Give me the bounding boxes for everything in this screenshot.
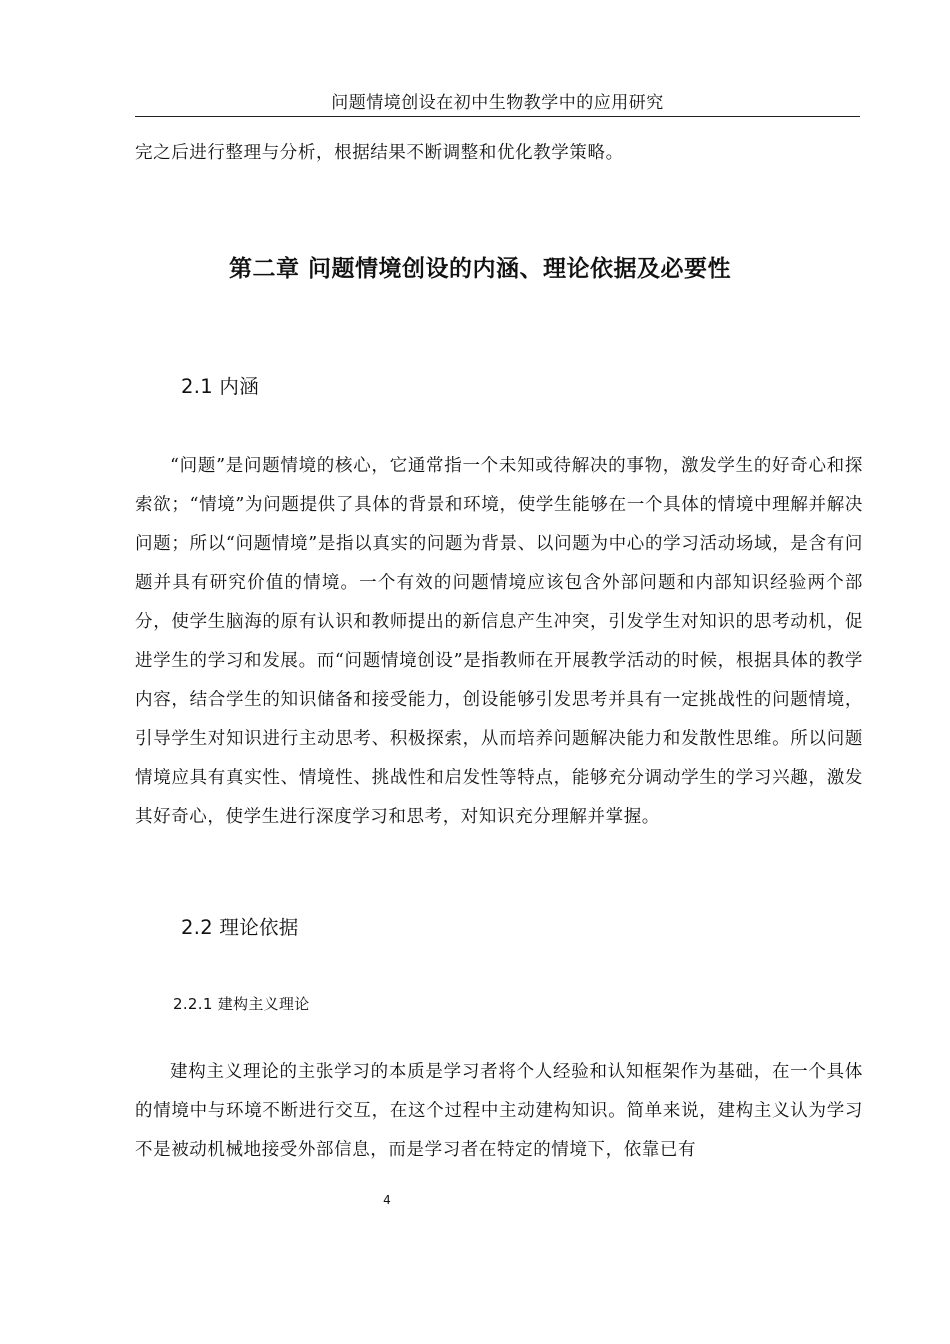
section-heading-2-2: 2.2 理论依据 [181,916,299,939]
section-heading-2-1: 2.1 内涵 [181,375,260,398]
section-2-2-1-paragraph: 建构主义理论的主张学习的本质是学习者将个人经验和认知框架作为基础，在一个具体的情境中与环境不断进行交互，在这个过程中主动建构知识。简单来说，建构主义认为学习不是被动机械地接受外部信息，而是学习者在特定的情境下，依靠已有 [135,1062,863,1160]
carryover-paragraph: 完之后进行整理与分析，根据结果不断调整和优化教学策略。 [135,143,624,163]
running-header: 问题情境创设在初中生物教学中的应用研究 [135,93,860,117]
subsection-heading-2-2-1: 2.2.1 建构主义理论 [173,995,310,1013]
section-2-1-paragraph: “问题”是问题情境的核心，它通常指一个未知或待解决的事物，激发学生的好奇心和探索欲；“情境”为问题提供了具体的背景和环境，使学生能够在一个具体的情境中理解并解决问题；所以“问题情境”是指以真实的问题为背景、以问题为中心的学习活动场域，是含有问题并具有研究价值的情境。一个有效的问题情境应该包含外部问题和内部知识经验两个部分，使学生脑海的原有认识和教师提出的新信息产生冲突，引发学生对知识的思考动机，促进学生的学习和发展。而“问题情境创设”是指教师在开展教学活动的时候，根据具体的教学内容，结合学生的知识储备和接受能力，创设能够引发思考并具有一定挑战性的问题情境，引导学生对知识进行主动思考、积极探索，从而培养问题解决能力和发散性思维。所以问题情境应具有真实性、情境性、挑战性和启发性等特点，能够充分调动学生的学习兴趣，激发其好奇心，使学生进行深度学习和思考，对知识充分理解并掌握。 [135,456,863,827]
chapter-title: 第二章 问题情境创设的内涵、理论依据及必要性 [228,256,731,282]
page-number: 4 [383,1193,391,1207]
